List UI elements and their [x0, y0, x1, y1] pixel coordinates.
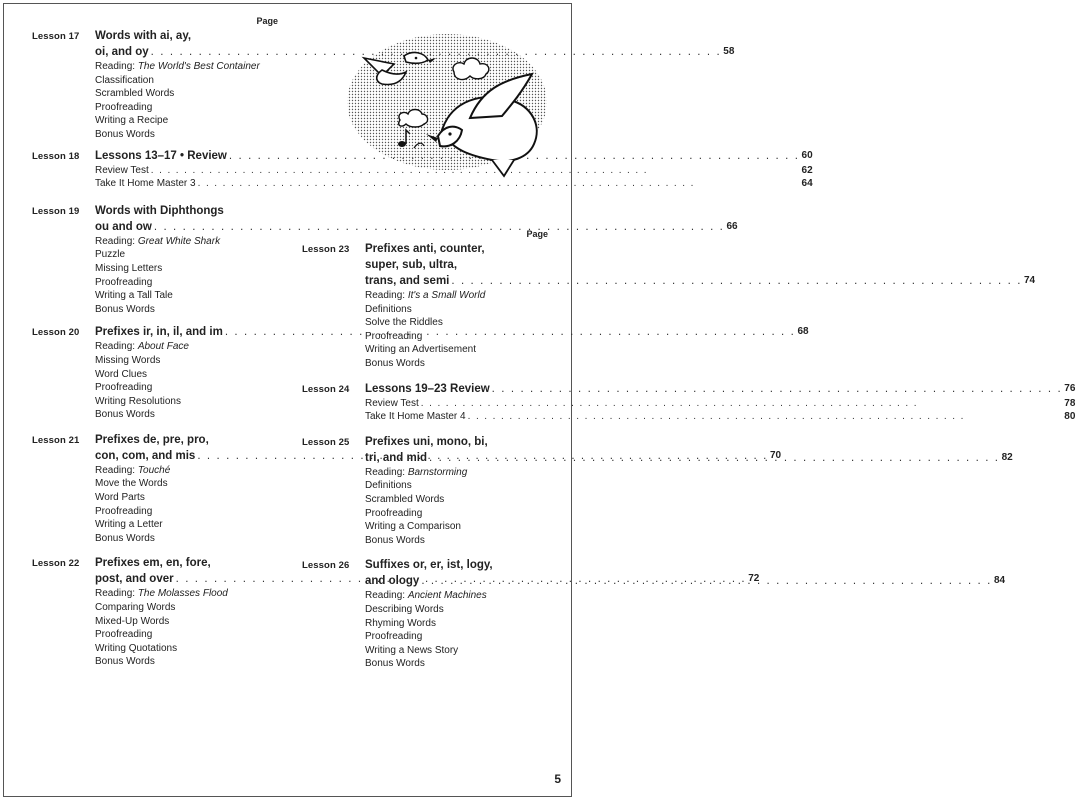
activity-text: Proofreading	[365, 330, 423, 342]
lesson-number: Lesson 20	[32, 327, 80, 339]
lesson-contents	[365, 241, 1035, 371]
activity-page: 78	[1064, 397, 1075, 409]
reading-prefix: Reading:	[95, 235, 138, 247]
lesson-page: 72	[748, 573, 760, 585]
activity-text: Bonus Words	[95, 409, 155, 421]
lesson-page: 76	[1064, 382, 1075, 394]
lesson-title	[365, 381, 1075, 397]
lesson-contents	[365, 557, 1005, 671]
lesson-title-text: Words with ai, ay,	[95, 30, 192, 42]
dot-leader	[451, 273, 1022, 289]
lesson-title-text: Suffixes or, er, ist, logy,	[365, 559, 493, 572]
activity-text: Classification	[95, 74, 154, 86]
activity-text: Proofreading	[95, 382, 153, 394]
lesson-page: 74	[1024, 275, 1036, 286]
activity-text: Proofreading	[365, 507, 423, 519]
activity-item	[365, 603, 1005, 617]
activity-text	[95, 60, 260, 74]
lesson-number: Lesson 23	[302, 244, 350, 255]
lesson-page: 70	[769, 449, 782, 461]
lesson-title	[95, 203, 738, 219]
lesson-title-text: Words with Diphthongs	[95, 204, 224, 217]
lesson-title-text: Lessons 13–17 • Review	[95, 149, 227, 162]
reading-title: The World's Best Container	[137, 61, 260, 72]
activity-text	[95, 340, 189, 354]
reading-title: It's a Small World	[407, 290, 486, 301]
activity-item	[365, 493, 1013, 507]
dot-leader	[468, 410, 1063, 424]
reading-title: The Molasses Flood	[137, 588, 228, 600]
activity-item	[365, 657, 1005, 671]
activity-text: Definitions	[365, 480, 412, 492]
lesson-entry	[32, 148, 813, 191]
page-column-header: Page	[256, 16, 278, 26]
activity-page: 80	[1064, 411, 1075, 423]
activity-text	[365, 589, 487, 603]
activity-item	[365, 534, 1013, 548]
activity-text: Word Parts	[95, 492, 145, 504]
activity-item	[365, 617, 1005, 631]
dot-leader	[421, 397, 1063, 411]
activity-text: Writing a Recipe	[95, 115, 169, 127]
page-number: 5	[554, 772, 561, 786]
activity-item	[365, 520, 1013, 534]
activity-text: Bonus Words	[365, 534, 425, 546]
activity-text: Proofreading	[95, 629, 153, 641]
lesson-title-text: post, and over	[95, 573, 174, 586]
activity-text: Proofreading	[95, 101, 153, 113]
lesson-number: Lesson 18	[32, 150, 80, 162]
activity-text: Bonus Words	[95, 532, 155, 544]
activity-text: Move the Words	[95, 478, 168, 490]
activity-item	[365, 343, 1035, 357]
lesson-contents	[365, 434, 1013, 548]
activity-item	[365, 357, 1035, 371]
page-column-header: Page	[526, 229, 548, 239]
activity-item	[365, 330, 1035, 344]
activity-text	[365, 289, 485, 303]
lesson-title	[365, 557, 1005, 573]
activity-text: Take It Home Master 4	[365, 411, 466, 423]
lesson-title	[365, 273, 1035, 289]
activity-item	[365, 507, 1013, 521]
lesson-title-text: Prefixes em, en, fore,	[95, 557, 211, 570]
activity-text: Mixed-Up Words	[95, 615, 170, 627]
activity-text: Writing Resolutions	[95, 395, 181, 407]
lesson-title-text: ou and ow	[95, 220, 152, 233]
reading-prefix: Reading:	[365, 290, 408, 301]
reading-prefix: Reading:	[95, 588, 138, 600]
lesson-title	[365, 573, 1005, 589]
lesson-title	[365, 434, 1013, 450]
lesson-number: Lesson 25	[302, 436, 350, 448]
activity-text: Review Test	[95, 164, 149, 176]
activity-text: Writing an Advertisement	[365, 344, 476, 356]
lesson-title	[365, 257, 1035, 273]
activity-text: Comparing Words	[95, 602, 176, 614]
activity-page: 64	[801, 178, 813, 190]
activity-text	[95, 587, 228, 601]
activity-text	[95, 464, 170, 478]
lesson-number: Lesson 26	[302, 560, 350, 572]
activity-text: Writing a News Story	[365, 644, 459, 656]
lesson-entry	[302, 381, 1075, 424]
lesson-title	[365, 241, 1035, 257]
activity-text: Proofreading	[95, 505, 153, 517]
dot-leader	[492, 381, 1063, 397]
lesson-title-text: and ology	[365, 575, 420, 588]
lesson-number: Lesson 22	[32, 558, 80, 570]
lesson-title-text: Prefixes anti, counter,	[365, 243, 485, 255]
activity-text: Writing a Comparison	[365, 521, 461, 533]
lesson-title	[365, 450, 1013, 466]
reading-title: Ancient Machines	[407, 590, 487, 602]
lesson-title-text: super, sub, ultra,	[365, 259, 458, 271]
activity-text: Word Clues	[95, 368, 148, 380]
activity-item	[365, 410, 1075, 424]
lesson-entry	[32, 28, 735, 142]
activity-text: Writing a Tall Tale	[95, 290, 173, 302]
activity-item	[365, 397, 1075, 411]
birds-singing-illustration	[342, 30, 548, 180]
activity-text: Describing Words	[365, 603, 444, 615]
activity-text: Scrambled Words	[95, 88, 175, 100]
lesson-title-text: Prefixes uni, mono, bi,	[365, 435, 488, 448]
activity-item	[365, 644, 1005, 658]
lesson-page: 82	[1001, 451, 1013, 463]
lesson-title-text: Prefixes ir, in, il, and im	[95, 326, 223, 339]
dot-leader	[429, 450, 1000, 466]
activity-item	[365, 466, 1013, 480]
activity-text: Bonus Words	[365, 357, 425, 369]
activity-page: 62	[801, 164, 813, 176]
lesson-title-text: oi, and oy	[95, 46, 149, 58]
lesson-number: Lesson 24	[302, 383, 350, 395]
lesson-number: Lesson 17	[32, 31, 80, 42]
lesson-contents	[365, 381, 1075, 424]
activity-text: Bonus Words	[95, 128, 155, 140]
activity-text: Definitions	[365, 303, 412, 315]
activity-item	[365, 303, 1035, 317]
activity-text: Puzzle	[95, 249, 126, 261]
reading-prefix: Reading:	[95, 341, 138, 353]
reading-prefix: Reading:	[95, 61, 138, 72]
lesson-number: Lesson 21	[32, 434, 80, 446]
activity-item	[365, 589, 1005, 603]
activity-text	[95, 235, 220, 249]
reading-title: Touché	[137, 464, 171, 476]
activity-text: Proofreading	[365, 631, 423, 643]
reading-title: Great White Shark	[137, 235, 221, 247]
activity-text: Take It Home Master 3	[95, 178, 196, 190]
activity-text: Review Test	[365, 397, 419, 409]
lesson-title-text: trans, and semi	[365, 275, 450, 287]
lesson-page: 58	[723, 46, 735, 57]
lesson-page: 84	[993, 575, 1006, 587]
activity-item	[365, 289, 1035, 303]
reading-prefix: Reading:	[95, 464, 138, 476]
activity-text: Bonus Words	[365, 658, 425, 670]
lesson-title-text: tri, and mid	[365, 451, 427, 464]
reading-title: Barnstorming	[407, 466, 468, 478]
activity-item	[365, 630, 1005, 644]
activity-text: Missing Words	[95, 354, 161, 366]
activity-item	[365, 479, 1013, 493]
activity-text: Solve the Riddles	[365, 317, 443, 329]
activity-text: Scrambled Words	[365, 493, 445, 505]
lesson-page: 60	[801, 149, 813, 161]
activity-text: Writing a Letter	[95, 519, 163, 531]
lesson-page: 66	[726, 220, 738, 232]
lesson-title-text: Prefixes de, pre, pro,	[95, 433, 209, 446]
activity-text: Bonus Words	[95, 656, 155, 668]
activity-text: Proofreading	[95, 276, 153, 288]
reading-prefix: Reading:	[365, 466, 408, 478]
activity-text: Bonus Words	[95, 303, 155, 315]
lesson-title-text: con, com, and mis	[95, 449, 196, 462]
activity-text: Writing Quotations	[95, 642, 178, 654]
lesson-number: Lesson 19	[32, 205, 80, 217]
lesson-title-text: Lessons 19–23 Review	[365, 382, 490, 395]
reading-prefix: Reading:	[365, 590, 408, 602]
lesson-page: 68	[797, 326, 809, 338]
reading-title: About Face	[137, 341, 189, 353]
activity-item	[365, 316, 1035, 330]
activity-text: Missing Letters	[95, 262, 163, 274]
dot-leader	[421, 573, 992, 589]
activity-text: Rhyming Words	[365, 617, 436, 629]
activity-text	[365, 466, 467, 480]
